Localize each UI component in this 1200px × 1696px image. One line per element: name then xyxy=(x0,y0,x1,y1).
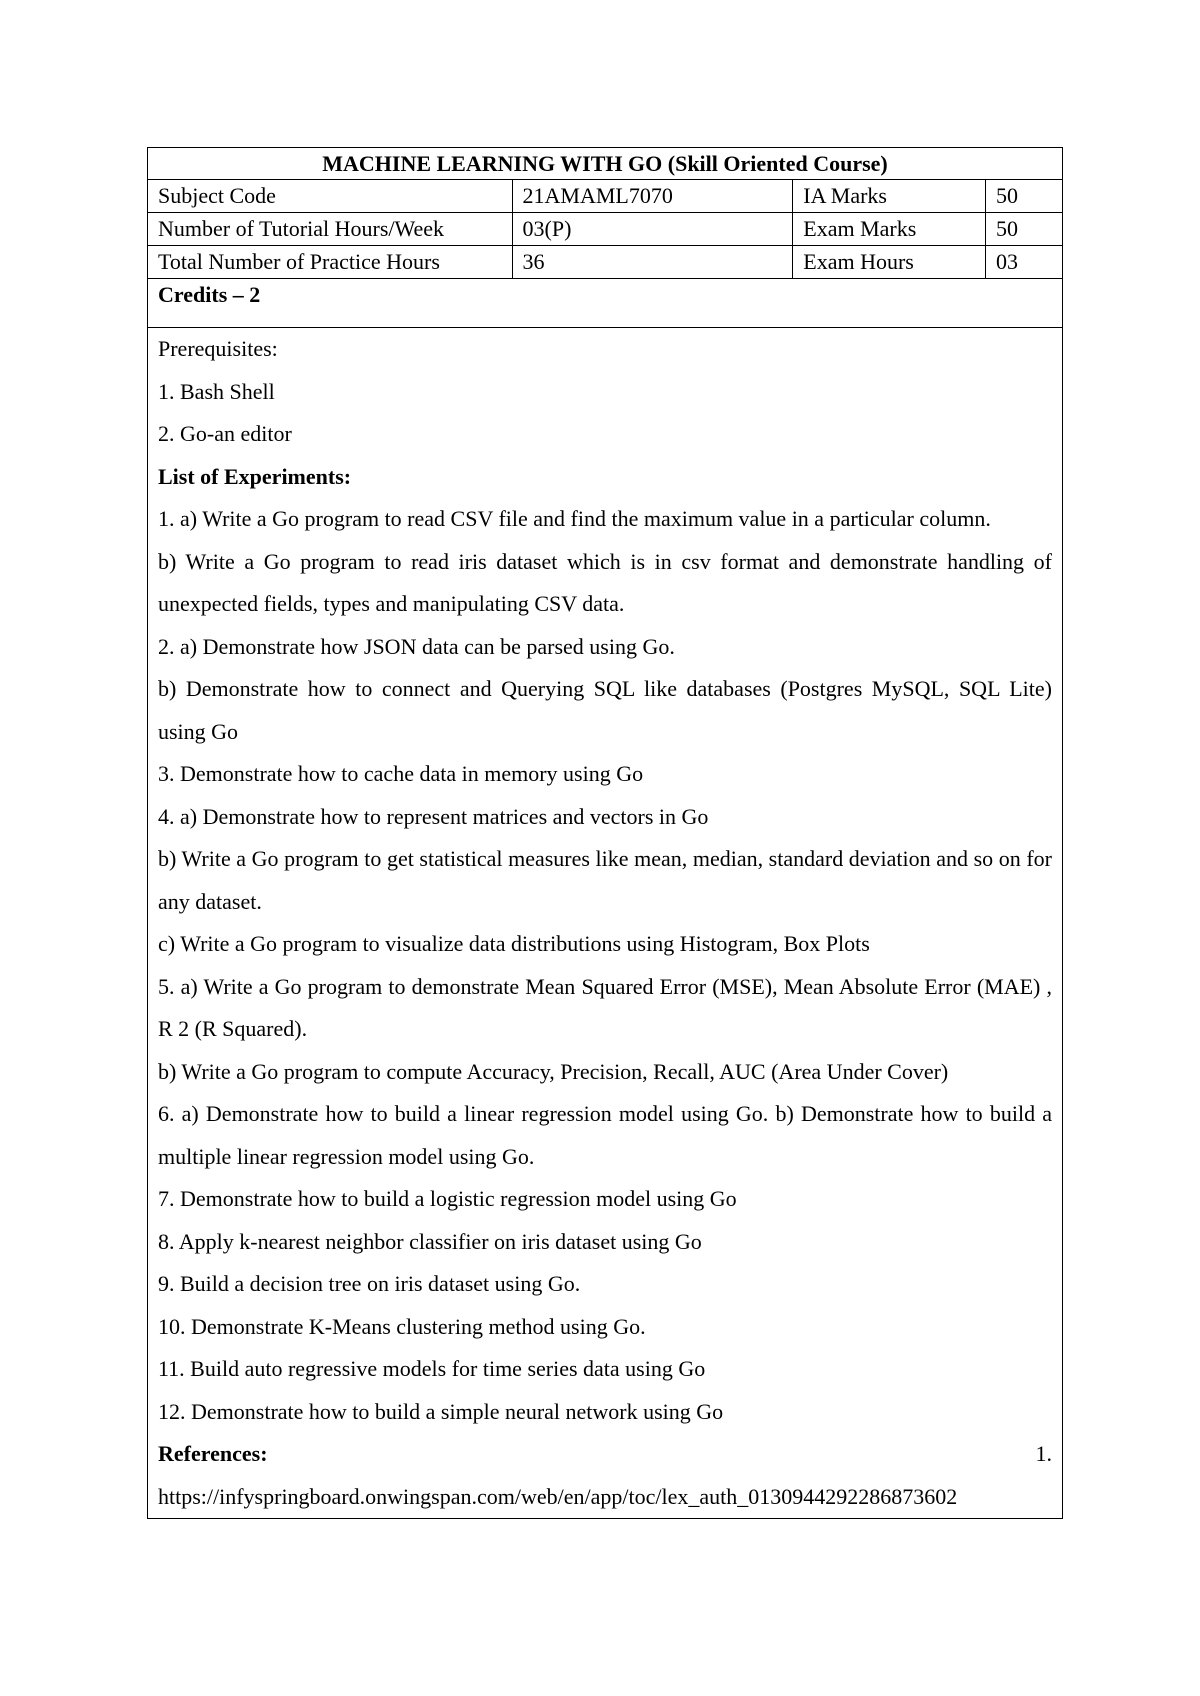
info-row-practice-hours xyxy=(148,246,1063,279)
info-label: Total Number of Practice Hours xyxy=(148,246,513,279)
info-label: Exam Marks xyxy=(793,213,986,246)
experiment-item: 3. Demonstrate how to cache data in memory using Go xyxy=(158,761,644,786)
experiment-item: 11. Build auto regressive models for time series data using Go xyxy=(158,1356,706,1381)
info-value: 50 xyxy=(986,213,1063,246)
experiment-item: 9. Build a decision tree on iris dataset using Go. xyxy=(158,1271,581,1296)
experiments-heading: List of Experiments: xyxy=(158,463,352,489)
info-label: Number of Tutorial Hours/Week xyxy=(148,213,513,246)
course-body xyxy=(148,328,1063,1519)
experiment-item: 10. Demonstrate K-Means clustering method using Go. xyxy=(158,1313,646,1339)
prerequisites-heading: Prerequisites: xyxy=(158,336,278,361)
info-label: Exam Hours xyxy=(793,246,986,279)
experiment-item: 8. Apply k-nearest neighbor classifier on iris dataset using Go xyxy=(158,1228,702,1254)
experiment-item: b) Write a Go program to compute Accuracy, Precision, Recall, AUC (Area Under Cover) xyxy=(158,1058,949,1084)
info-value: 03 xyxy=(986,246,1063,279)
experiment-item: 7. Demonstrate how to build a logistic regression model using Go xyxy=(158,1186,737,1211)
experiment-item: 4. a) Demonstrate how to represent matrices and vectors in Go xyxy=(158,803,709,829)
info-value: 03(P) xyxy=(512,213,793,246)
info-row-subject-code xyxy=(148,180,1063,213)
info-label: IA Marks xyxy=(793,180,986,213)
syllabus-table xyxy=(147,147,1063,1519)
experiment-item: 1. a) Write a Go program to read CSV file and find the maximum value in a particular column. xyxy=(158,506,991,531)
experiment-item: b) Write a Go program to read iris dataset which is in csv format and demonstrate handling of unexpected fields, types and manipulating CSV data. xyxy=(158,548,1052,616)
experiment-item: 5. a) Write a Go program to demonstrate Mean Squared Error (MSE), Mean Absolute Error (MAE) , R 2 (R Squared). xyxy=(158,973,1052,1041)
info-value: 36 xyxy=(512,246,793,279)
experiment-item: 12. Demonstrate how to build a simple neural network using Go xyxy=(158,1398,724,1424)
experiment-item: 6. a) Demonstrate how to build a linear regression model using Go. b) Demonstrate how to build a multiple linear regression model using Go. xyxy=(158,1101,1052,1169)
references-heading: References: xyxy=(158,1441,268,1466)
experiment-item: 2. a) Demonstrate how JSON data can be parsed using Go. xyxy=(158,633,675,659)
info-value: 50 xyxy=(986,180,1063,213)
reference-number: 1. xyxy=(1035,1441,1052,1466)
credits: Credits – 2 xyxy=(148,279,1063,328)
experiment-item: c) Write a Go program to visualize data distributions using Histogram, Box Plots xyxy=(158,931,870,956)
references-row xyxy=(158,1433,1052,1476)
prerequisite-item: 2. Go-an editor xyxy=(158,421,292,446)
info-row-tutorial-hours xyxy=(148,213,1063,246)
experiment-item: b) Write a Go program to get statistical measures like mean, median, standard deviation and so on for any dataset. xyxy=(158,846,1052,914)
reference-link[interactable]: https://infyspringboard.onwingspan.com/web/en/app/toc/lex_auth_0130944292286873602 xyxy=(158,1483,958,1509)
info-value: 21AMAML7070 xyxy=(512,180,793,213)
info-label: Subject Code xyxy=(148,180,513,213)
experiment-item: b) Demonstrate how to connect and Querying SQL like databases (Postgres MySQL, SQL Lite) using Go xyxy=(158,676,1052,744)
prerequisite-item: 1. Bash Shell xyxy=(158,378,275,404)
course-title: MACHINE LEARNING WITH GO (Skill Oriented Course) xyxy=(148,148,1063,180)
